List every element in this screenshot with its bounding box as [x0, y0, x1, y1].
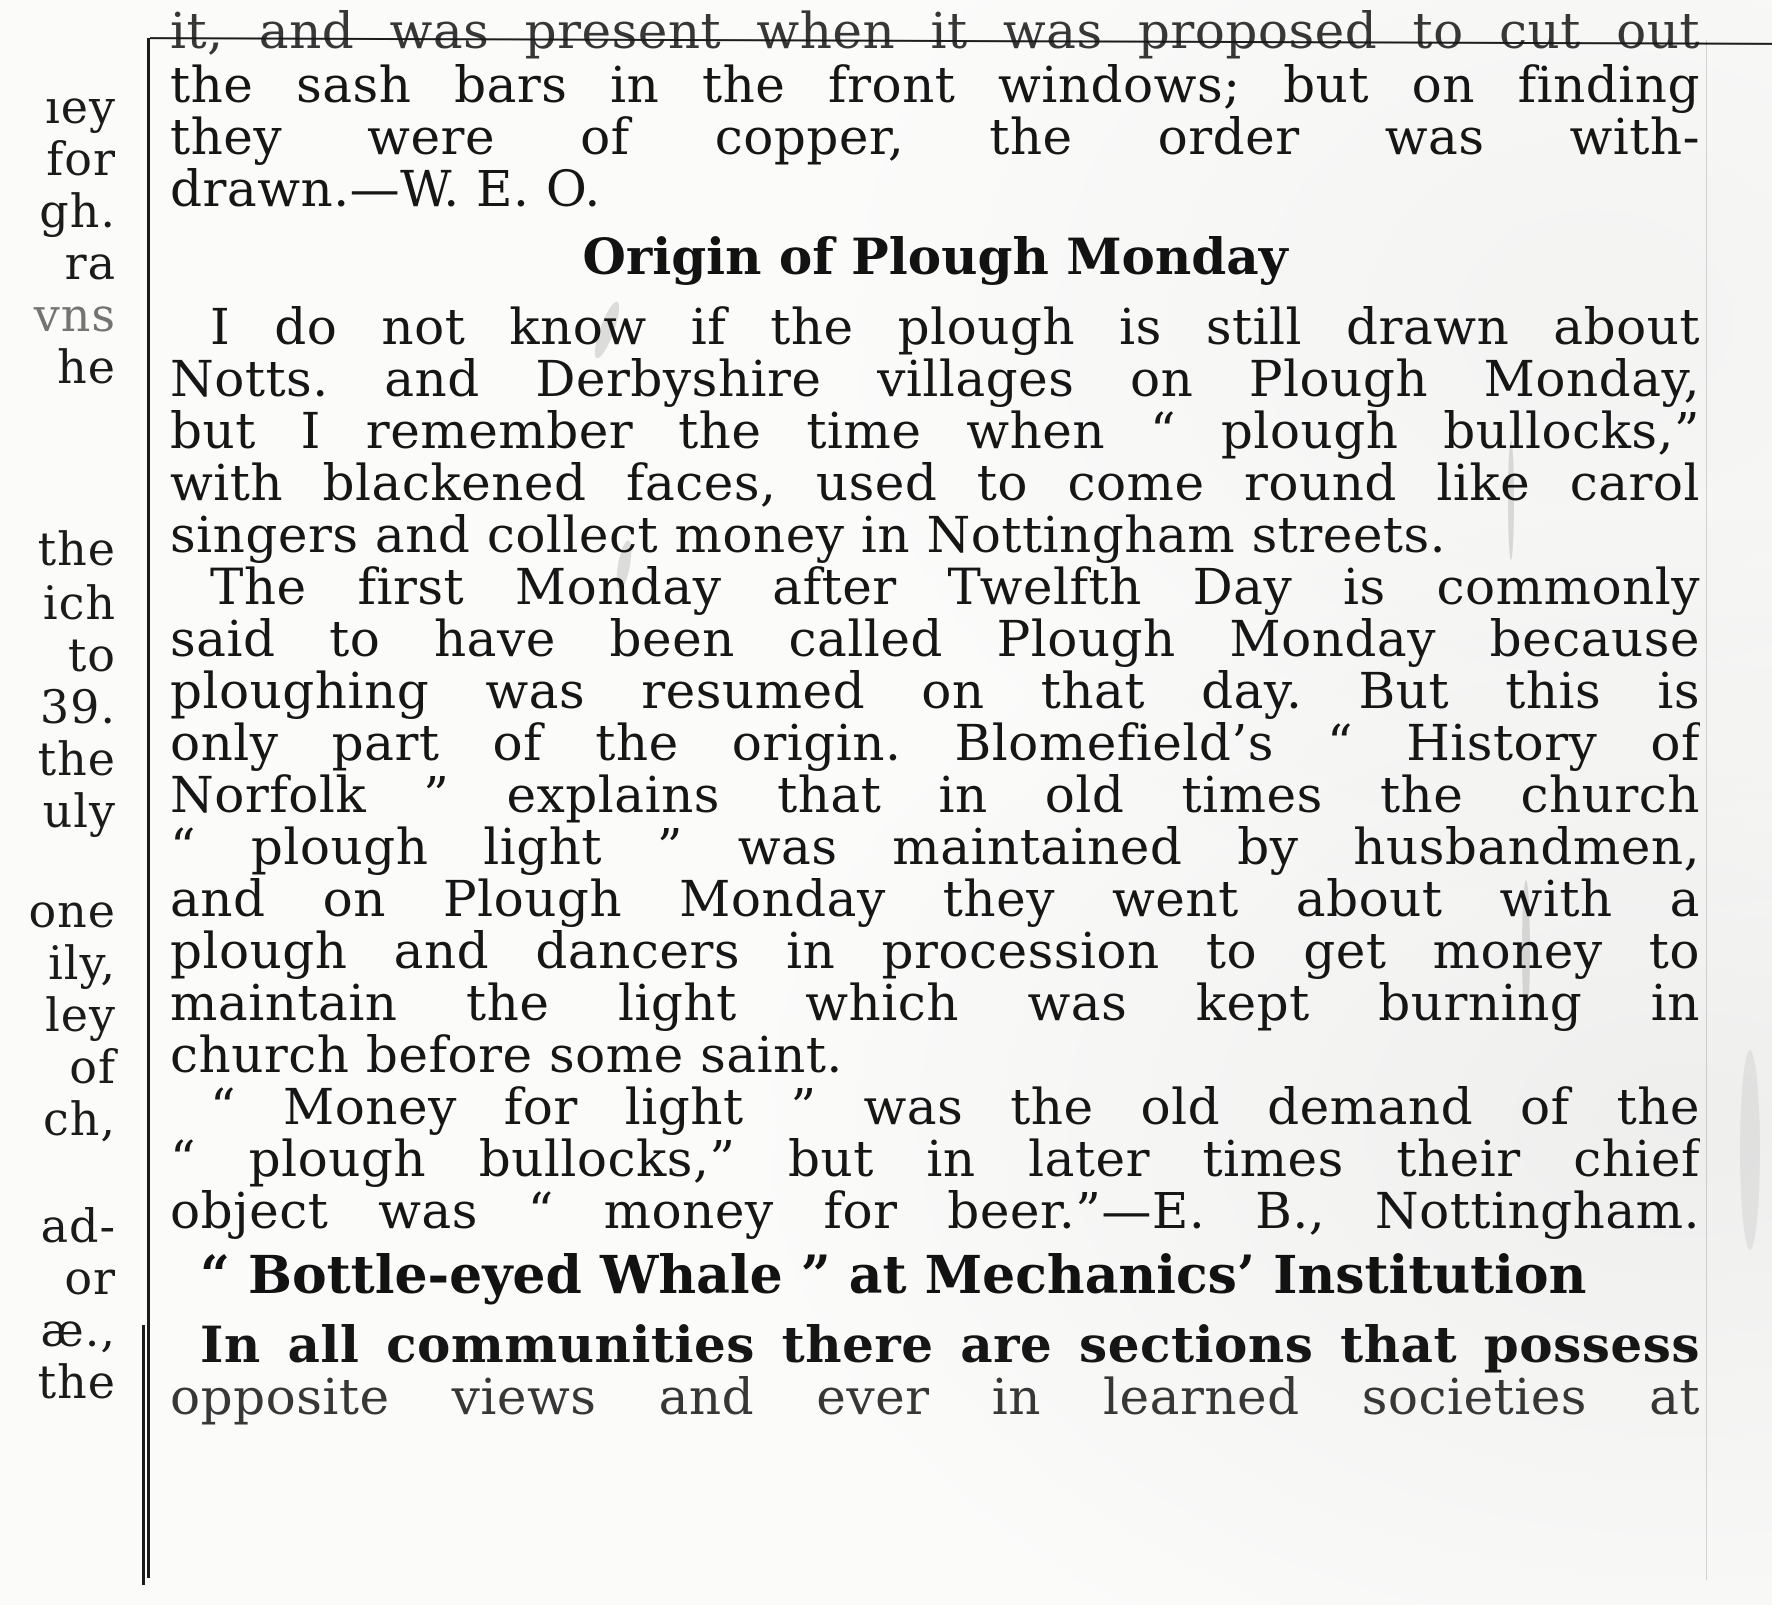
fragment: gh. — [39, 184, 116, 238]
text-line: In all communities there are sections that possess — [200, 1315, 1700, 1374]
text-line: The first Monday after Twelfth Day is commonly — [210, 558, 1700, 616]
fragment: ich — [42, 576, 116, 630]
fragment: one — [28, 884, 116, 938]
fragment: uly — [42, 784, 116, 838]
column-divider-rule-lower — [142, 1325, 145, 1585]
fragment: ıey — [45, 80, 116, 134]
text-line: I do not know if the plough is still drawn about — [210, 298, 1700, 356]
article-heading: Origin of Plough Monday — [582, 227, 1288, 286]
text-line: only part of the origin. Blomefield’s “ History of — [170, 714, 1700, 772]
fragment: ad- — [40, 1199, 116, 1253]
fragment: the — [37, 1355, 116, 1409]
edge-speck — [1740, 1050, 1760, 1250]
fragment: the — [37, 522, 116, 576]
text-line: it, and was present when it was proposed to cut out — [170, 2, 1700, 60]
text-line: Notts. and Derbyshire villages on Plough Monday, — [170, 350, 1700, 408]
fragment: ch, — [42, 1092, 116, 1146]
adjacent-column-fragments — [0, 0, 130, 1605]
text-line: maintain the light which was kept burning in — [170, 974, 1700, 1032]
text-line: and on Plough Monday they went about with a — [170, 870, 1700, 928]
text-line: they were of copper, the order was with- — [170, 108, 1700, 166]
text-line: but I remember the time when “ plough bullocks,” — [170, 402, 1700, 460]
fragment: 39. — [39, 680, 116, 734]
text-line: with blackened faces, used to come round like carol — [170, 454, 1700, 512]
fragment: vns — [33, 288, 116, 342]
text-line: opposite views and ever in learned societies at — [170, 1368, 1700, 1426]
edge-speck — [1508, 440, 1514, 560]
fragment: of — [69, 1040, 116, 1094]
fragment: he — [57, 340, 116, 394]
text-line: singers and collect money in Nottingham streets. — [170, 506, 1447, 564]
text-line: “ plough light ” was maintained by husbandmen, — [170, 818, 1700, 876]
text-line: drawn.—W. E. O. — [170, 160, 601, 218]
column-right-edge — [1706, 40, 1707, 1580]
article-column — [170, 0, 1700, 1605]
edge-speck — [1522, 880, 1530, 1020]
fragment: to — [67, 628, 116, 682]
text-line: Norfolk ” explains that in old times the church — [170, 766, 1700, 824]
text-line: plough and dancers in procession to get money to — [170, 922, 1700, 980]
text-line: ploughing was resumed on that day. But this is — [170, 662, 1700, 720]
fragment: the — [37, 732, 116, 786]
text-line: “ plough bullocks,” but in later times their chief — [170, 1130, 1700, 1188]
fragment: or — [64, 1251, 116, 1305]
fragment: for — [46, 132, 116, 186]
fragment: ley — [45, 988, 116, 1042]
fragment: æ., — [40, 1303, 116, 1357]
text-line: said to have been called Plough Monday because — [170, 610, 1700, 668]
text-line: the sash bars in the front windows; but on finding — [170, 56, 1700, 114]
text-line: “ Money for light ” was the old demand of the — [210, 1078, 1700, 1136]
fragment: ily, — [48, 936, 116, 990]
fragment: ra — [64, 236, 116, 290]
column-divider-rule — [147, 38, 150, 1578]
article-heading: “ Bottle-eyed Whale ” at Mechanics’ Institution — [200, 1245, 1587, 1306]
text-line: object was “ money for beer.”—E. B., Nottingham. — [170, 1182, 1700, 1240]
text-line: church before some saint. — [170, 1026, 843, 1084]
